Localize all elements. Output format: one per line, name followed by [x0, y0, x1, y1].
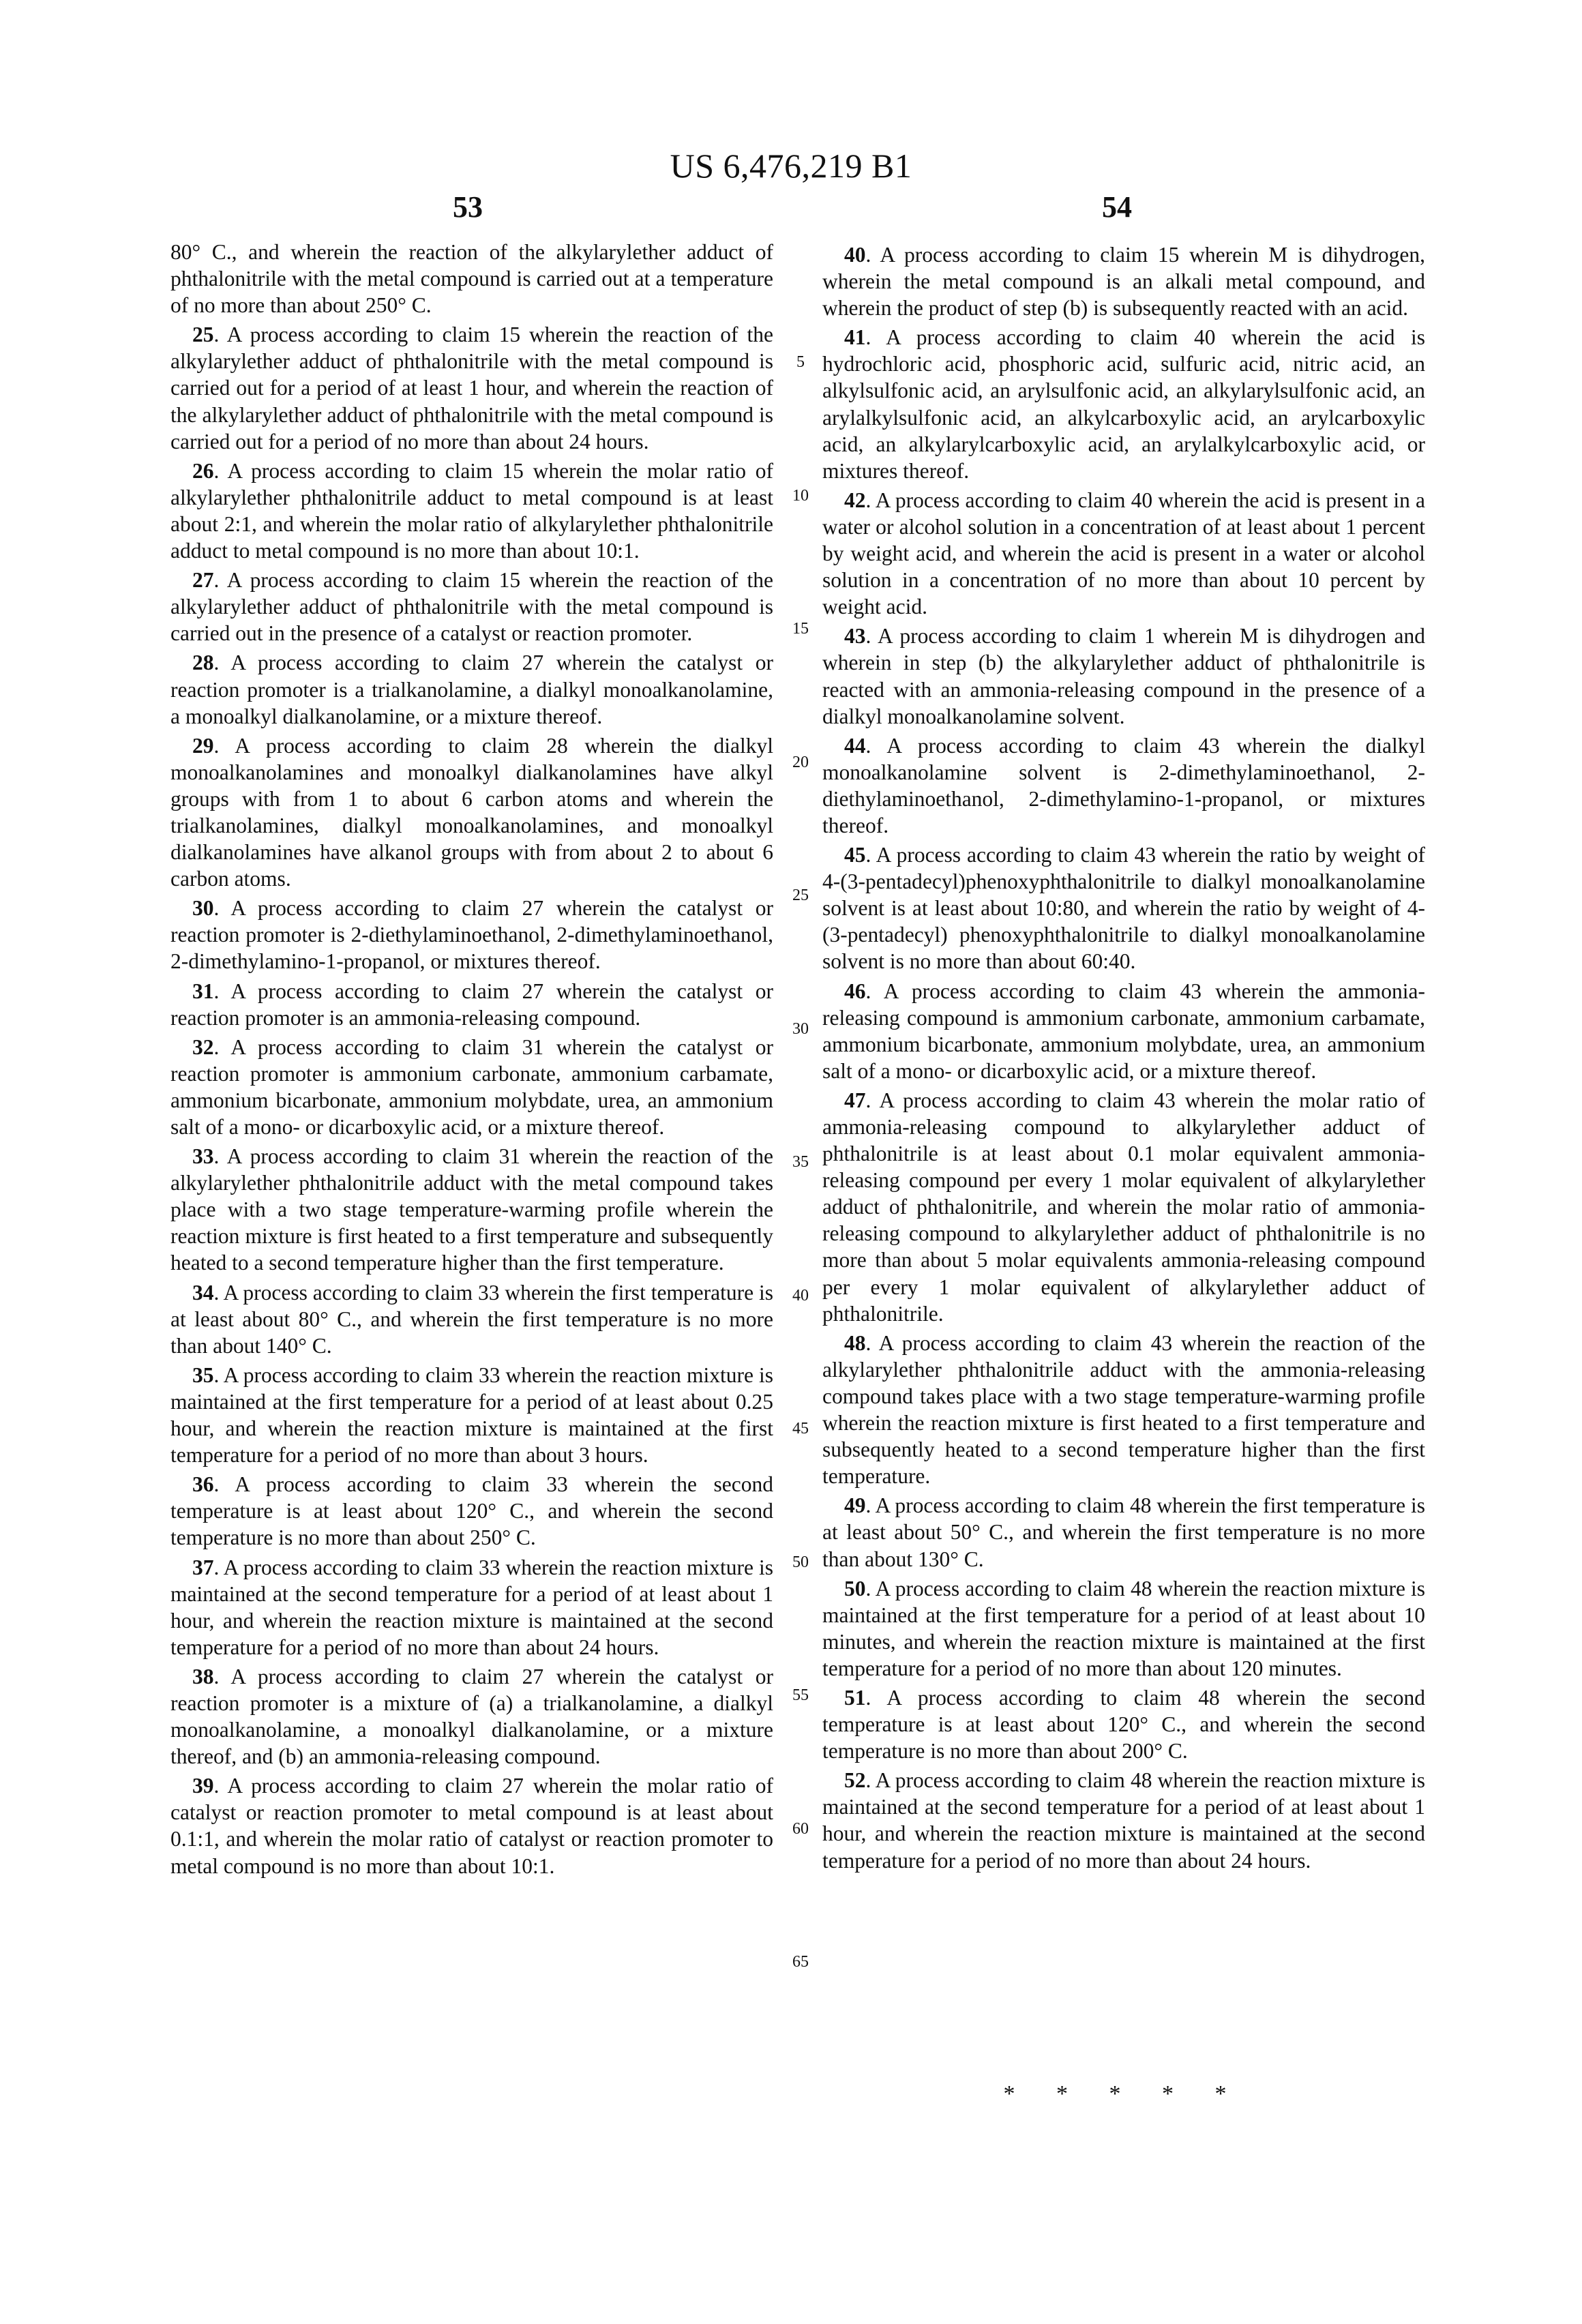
- claim-paragraph: [822, 978, 1425, 1084]
- claim-number: 35: [192, 1363, 214, 1387]
- claim-number: 46: [844, 979, 866, 1003]
- margin-line-number: 45: [787, 1420, 814, 1438]
- margin-line-number: 25: [787, 887, 814, 905]
- claim-text: . A process according to claim 15 wherein M is dihydrogen, wherein the metal compound is an alkali metal compound, and wherein the product of step (b) is subsequently reacted with an acid.: [822, 243, 1425, 320]
- claim-paragraph: [822, 1767, 1425, 1873]
- claim-paragraph: [170, 1279, 773, 1359]
- claim-number: 38: [192, 1665, 214, 1688]
- claim-number: 41: [844, 325, 866, 349]
- claim-paragraph: [170, 1143, 773, 1276]
- margin-line-number: 15: [787, 620, 814, 638]
- claim-paragraph: [170, 649, 773, 729]
- claim-paragraph: [822, 732, 1425, 839]
- claim-paragraph: [822, 324, 1425, 484]
- claim-number: 49: [844, 1493, 866, 1517]
- claim-text: . A process according to claim 43 wherein the ratio by weight of 4-(3-pentadecyl)phenoxyphthalonitrile to dialkyl monoalkanolamine solvent is at least about 10:80, and wherein the ratio by weight of 4-(3-pentadecyl) phenoxyphthalonitrile to dialkyl monoalkanolamine solvent is no more than about 60:40.: [822, 843, 1425, 973]
- claim-text: . A process according to claim 31 wherein the reaction of the alkylarylether phthalonitrile adduct with the metal compound takes place with a two stage temperature-warming profile wherein the reaction mixture is first heated to a first temperature and subsequently heated to a second temperature higher than the first temperature.: [170, 1144, 773, 1275]
- claim-text: . A process according to claim 40 wherein the acid is hydrochloric acid, phosphoric acid, sulfuric acid, nitric acid, an alkylsulfonic acid, an arylsulfonic acid, an alkylarylsulfonic acid, an arylalkylsulfonic acid, an alkylcarboxylic acid, an arylcarboxylic acid, an alkylarylcarboxylic acid, an arylalkylcarboxylic acid, or mixtures thereof.: [822, 325, 1425, 482]
- margin-line-number: 10: [787, 487, 814, 505]
- claim-number: 32: [192, 1035, 214, 1059]
- claim-paragraph: [170, 1554, 773, 1660]
- claim-text: . A process according to claim 40 wherein the acid is present in a water or alcohol solution in a concentration of at least about 1 percent by weight acid, and wherein the acid is present in a water or alcohol solution in a concentration of no more than about 10 percent by weight acid.: [822, 488, 1425, 619]
- claim-number: 33: [192, 1144, 214, 1168]
- left-text-column: [170, 239, 773, 1879]
- claim-text: . A process according to claim 27 wherein the catalyst or reaction promoter is a mixture of (a) a trialkanolamine, a dialkyl monoalkanolamine, a monoalkyl dialkanolamine, or a mixture thereof, and (b) an ammonia-releasing compound.: [170, 1665, 773, 1768]
- margin-line-number: 20: [787, 754, 814, 772]
- claim-number: 26: [192, 459, 214, 483]
- claim-paragraph: [822, 487, 1425, 620]
- claim-paragraph: [170, 895, 773, 974]
- claim-paragraph: [822, 1492, 1425, 1572]
- claim-paragraph: [170, 978, 773, 1031]
- claim-paragraph: [822, 841, 1425, 974]
- claim-paragraph: [170, 1663, 773, 1770]
- claim-text: . A process according to claim 28 wherein the dialkyl monoalkanolamines and monoalkyl dialkanolamines have alkyl groups with from 1 to about 6 carbon atoms and wherein the trialkanolamines, dialkyl monoalkanolamines, and monoalkyl dialkanolamines have alkanol groups with from about 2 to about 6 carbon atoms.: [170, 734, 773, 891]
- margin-line-number: 40: [787, 1287, 814, 1305]
- claim-text: . A process according to claim 27 wherein the molar ratio of catalyst or reaction promoter to metal compound is at least about 0.1:1, and wherein the molar ratio of catalyst or reaction promoter to metal compound is no more than about 10:1.: [170, 1774, 773, 1877]
- claim-number: 39: [192, 1774, 214, 1798]
- claim-text: 80° C., and wherein the reaction of the alkylarylether adduct of phthalonitrile with the metal compound is carried out at a temperature of no more than about 250° C.: [170, 240, 773, 317]
- claim-number: 43: [844, 624, 866, 648]
- claim-text: . A process according to claim 48 wherein the second temperature is at least about 120° C., and wherein the second temperature is no more than about 200° C.: [822, 1686, 1425, 1763]
- claim-number: 27: [192, 568, 214, 592]
- claim-number: 50: [844, 1577, 866, 1600]
- claim-text: . A process according to claim 48 wherein the reaction mixture is maintained at the second temperature for a period of at least about 1 hour, and wherein the reaction mixture is maintained at the second temperature for a period of no more than about 24 hours.: [822, 1768, 1425, 1872]
- claim-paragraph: [170, 732, 773, 893]
- claim-number: 29: [192, 734, 214, 758]
- claim-paragraph: [170, 1034, 773, 1140]
- claim-number: 30: [192, 896, 214, 920]
- claim-text: . A process according to claim 15 wherein the reaction of the alkylarylether adduct of phthalonitrile with the metal compound is carried out for a period of at least 1 hour, and wherein the reaction of the alkylarylether adduct of phthalonitrile with the metal compound is carried out for a period of no more than about 24 hours.: [170, 323, 773, 453]
- margin-line-number: 65: [787, 1953, 814, 1971]
- claim-number: 34: [192, 1281, 214, 1305]
- margin-line-number: 60: [787, 1820, 814, 1838]
- claim-paragraph: [170, 321, 773, 454]
- claim-number: 42: [844, 488, 866, 512]
- claim-text: . A process according to claim 48 wherein the first temperature is at least about 50° C., and wherein the first temperature is no more than about 130° C.: [822, 1493, 1425, 1570]
- claim-text: . A process according to claim 15 wherein the reaction of the alkylarylether adduct of phthalonitrile with the metal compound is carried out in the presence of a catalyst or reaction promoter.: [170, 568, 773, 645]
- claim-paragraph: [170, 239, 773, 318]
- claim-text: . A process according to claim 1 wherein M is dihydrogen and wherein in step (b) the alkylarylether adduct of phthalonitrile is reacted with an ammonia-releasing compound in the presence of a dialkyl monoalkanolamine solvent.: [822, 624, 1425, 728]
- claim-paragraph: [170, 458, 773, 564]
- patent-number: US 6,476,219 B1: [0, 146, 1582, 185]
- claim-text: . A process according to claim 27 wherein the catalyst or reaction promoter is 2-diethylaminoethanol, 2-dimethylaminoethanol, 2-dimethylamino-1-propanol, or mixtures thereof.: [170, 896, 773, 973]
- claim-paragraph: [822, 623, 1425, 729]
- claim-number: 51: [844, 1686, 866, 1710]
- claim-text: . A process according to claim 33 wherein the second temperature is at least about 120° C., and wherein the second temperature is no more than about 250° C.: [170, 1472, 773, 1549]
- claim-text: . A process according to claim 33 wherein the reaction mixture is maintained at the first temperature for a period of at least about 0.25 hour, and wherein the reaction mixture is maintained at the first temperature for a period of no more than about 3 hours.: [170, 1363, 773, 1467]
- claim-text: . A process according to claim 48 wherein the reaction mixture is maintained at the first temperature for a period of at least about 10 minutes, and wherein the reaction mixture is maintained at the first temperature for a period of no more than about 120 minutes.: [822, 1577, 1425, 1680]
- claim-text: . A process according to claim 27 wherein the catalyst or reaction promoter is an ammonia-releasing compound.: [170, 979, 773, 1030]
- claim-text: . A process according to claim 27 wherein the catalyst or reaction promoter is a trialkanolamine, a dialkyl monoalkanolamine, a monoalkyl dialkanolamine, or a mixture thereof.: [170, 651, 773, 728]
- claim-number: 52: [844, 1768, 866, 1792]
- end-mark: * * * * *: [822, 2081, 1425, 2107]
- claim-number: 31: [192, 979, 214, 1003]
- claim-paragraph: [822, 1684, 1425, 1764]
- claim-number: 47: [844, 1088, 866, 1112]
- margin-line-number: 35: [787, 1153, 814, 1172]
- claim-text: . A process according to claim 15 wherein the molar ratio of alkylarylether phthalonitrile adduct to metal compound is at least about 2:1, and wherein the molar ratio of alkylarylether phthalonitrile adduct to metal compound is no more than about 10:1.: [170, 459, 773, 563]
- claim-paragraph: [170, 1772, 773, 1879]
- margin-line-number: 50: [787, 1553, 814, 1572]
- claim-text: . A process according to claim 43 wherein the molar ratio of ammonia-releasing compound to alkylarylether adduct of phthalonitrile is at least about 0.1 molar equivalent ammonia-releasing compound per every 1 molar equivalent of alkylarylether adduct of phthalonitrile, and wherein the molar ratio of ammonia-releasing compound to alkylarylether adduct of phthalonitrile is no more than about 5 molar equivalents ammonia-releasing compound per every 1 molar equivalent of alkylarylether adduct of phthalonitrile.: [822, 1088, 1425, 1326]
- left-column-number: 53: [453, 190, 483, 224]
- claim-paragraph: [822, 1575, 1425, 1682]
- claim-number: 48: [844, 1331, 866, 1355]
- margin-line-number: 55: [787, 1686, 814, 1705]
- claim-number: 36: [192, 1472, 214, 1496]
- claim-number: 37: [192, 1555, 214, 1579]
- claim-number: 25: [192, 323, 214, 346]
- claim-paragraph: [822, 1330, 1425, 1490]
- claim-text: . A process according to claim 33 wherein the first temperature is at least about 80° C., and wherein the first temperature is no more than about 140° C.: [170, 1281, 773, 1358]
- claim-text: . A process according to claim 43 wherein the dialkyl monoalkanolamine solvent is 2-dimethylaminoethanol, 2-diethylaminoethanol, 2-dimethylamino-1-propanol, or mixtures thereof.: [822, 734, 1425, 837]
- claim-number: 28: [192, 651, 214, 674]
- claim-paragraph: [822, 1087, 1425, 1327]
- claim-paragraph: [170, 1471, 773, 1551]
- right-column-number: 54: [1102, 190, 1132, 224]
- claim-number: 40: [844, 243, 866, 267]
- claim-number: 45: [844, 843, 866, 867]
- margin-line-number: 30: [787, 1020, 814, 1039]
- right-text-column: [822, 239, 1425, 1874]
- claim-text: . A process according to claim 43 wherein the reaction of the alkylarylether phthalonitrile adduct with the ammonia-releasing compound takes place with a two stage temperature-warming profile wherein the reaction mixture is first heated to a first temperature and subsequently heated to a second temperature higher than the first temperature.: [822, 1331, 1425, 1488]
- claim-number: 44: [844, 734, 866, 758]
- claim-paragraph: [170, 1362, 773, 1468]
- margin-line-number: 5: [787, 353, 814, 372]
- claim-text: . A process according to claim 31 wherein the catalyst or reaction promoter is ammonium carbonate, ammonium carbamate, ammonium bicarbonate, ammonium molybdate, urea, an ammonium salt of a mono- or dicarboxylic acid, or a mixture thereof.: [170, 1035, 773, 1139]
- claim-paragraph: [822, 241, 1425, 321]
- claim-text: . A process according to claim 43 wherein the ammonia-releasing compound is ammonium carbonate, ammonium carbamate, ammonium bicarbonate, ammonium molybdate, urea, an ammonium salt of a mono- or dicarboxylic acid, or a mixture thereof.: [822, 979, 1425, 1083]
- claim-paragraph: [170, 567, 773, 646]
- claim-text: . A process according to claim 33 wherein the reaction mixture is maintained at the second temperature for a period of at least about 1 hour, and wherein the reaction mixture is maintained at the second temperature for a period of no more than about 24 hours.: [170, 1555, 773, 1659]
